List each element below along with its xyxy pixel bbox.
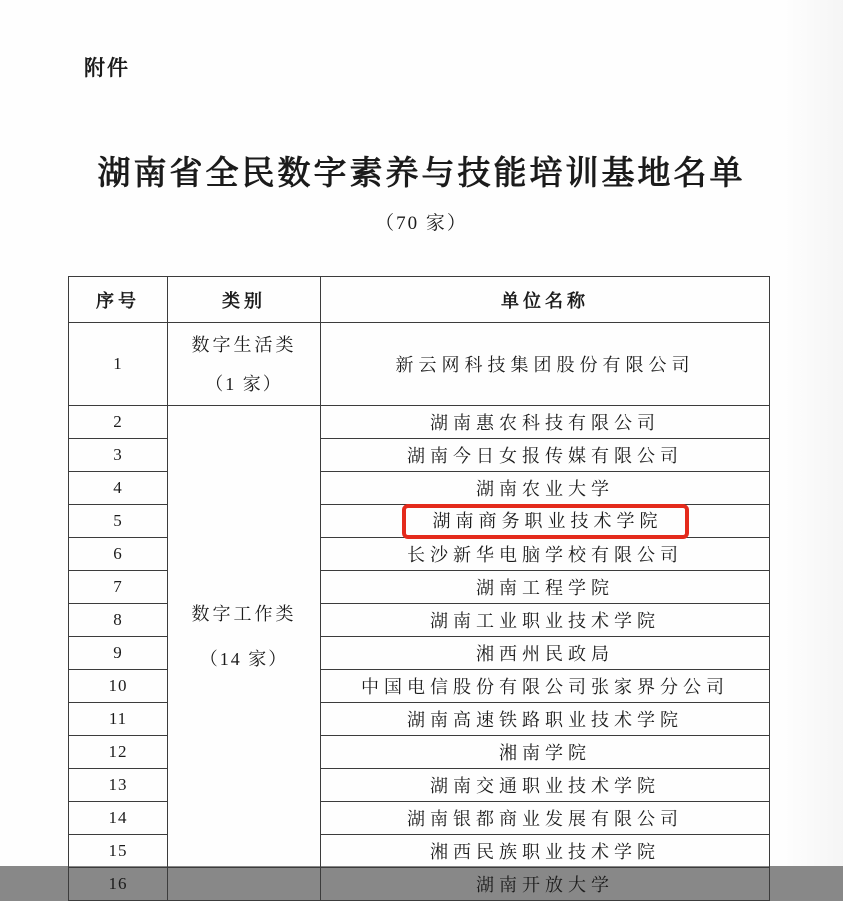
- header-no: 序号: [69, 277, 168, 323]
- unit-name-cell: 长沙新华电脑学校有限公司: [321, 538, 770, 571]
- row-number-cell: 8: [69, 604, 168, 637]
- row-number-cell: 1: [69, 323, 168, 406]
- category-count: （1 家）: [205, 373, 283, 394]
- header-unit: 单位名称: [321, 277, 770, 323]
- row-number-cell: 9: [69, 637, 168, 670]
- table-row: [69, 323, 770, 406]
- row-number-cell: 12: [69, 736, 168, 769]
- unit-name-cell: 湖南农业大学: [321, 472, 770, 505]
- row-number-cell: 6: [69, 538, 168, 571]
- table-container: [68, 276, 770, 901]
- table-row: [69, 406, 770, 439]
- unit-name-cell: 湖南今日女报传媒有限公司: [321, 439, 770, 472]
- unit-name-cell: [321, 505, 770, 538]
- unit-name-cell: 湘南学院: [321, 736, 770, 769]
- category-cell: [168, 406, 321, 868]
- row-number-cell: 2: [69, 406, 168, 439]
- unit-name-cell: 湖南工程学院: [321, 571, 770, 604]
- row-number-cell: 14: [69, 802, 168, 835]
- training-base-table: [68, 276, 770, 901]
- unit-name-cell: 湖南高速铁路职业技术学院: [321, 703, 770, 736]
- row-number-cell: 15: [69, 835, 168, 868]
- unit-name-cell: 湘西州民政局: [321, 637, 770, 670]
- unit-name-cell: 湖南银都商业发展有限公司: [321, 802, 770, 835]
- row-number-cell: 4: [69, 472, 168, 505]
- scan-artifact: [783, 0, 843, 866]
- unit-name-cell: 湖南惠农科技有限公司: [321, 406, 770, 439]
- unit-name-cell: 湖南工业职业技术学院: [321, 604, 770, 637]
- category-name: 数字工作类: [191, 604, 297, 624]
- unit-name-cell: 湖南交通职业技术学院: [321, 769, 770, 802]
- unit-name-cell: 湖南开放大学: [321, 868, 770, 901]
- row-number-cell: 7: [69, 571, 168, 604]
- unit-name-cell: 新云网科技集团股份有限公司: [321, 323, 770, 406]
- category-name: 数字生活类: [191, 334, 297, 355]
- highlight-box: 湖南商务职业技术学院: [402, 504, 689, 539]
- category-cell: [168, 868, 321, 901]
- header-category: 类别: [168, 277, 321, 323]
- category-count: （14 家）: [199, 649, 289, 669]
- unit-name-cell: 湘西民族职业技术学院: [321, 835, 770, 868]
- unit-name-cell: 中国电信股份有限公司张家界分公司: [321, 670, 770, 703]
- row-number-cell: 11: [69, 703, 168, 736]
- table-body: [69, 323, 770, 901]
- row-number-cell: 3: [69, 439, 168, 472]
- document-count-note: （70 家）: [375, 213, 468, 234]
- row-number-cell: 5: [69, 505, 168, 538]
- table-header-row: [69, 277, 770, 323]
- row-number-cell: 16: [69, 868, 168, 901]
- row-number-cell: 10: [69, 670, 168, 703]
- row-number-cell: 13: [69, 769, 168, 802]
- table-row: [69, 868, 770, 901]
- attachment-label: 附件: [84, 57, 130, 80]
- document-title: 湖南省全民数字素养与技能培训基地名单: [97, 156, 746, 192]
- category-cell: [168, 323, 321, 406]
